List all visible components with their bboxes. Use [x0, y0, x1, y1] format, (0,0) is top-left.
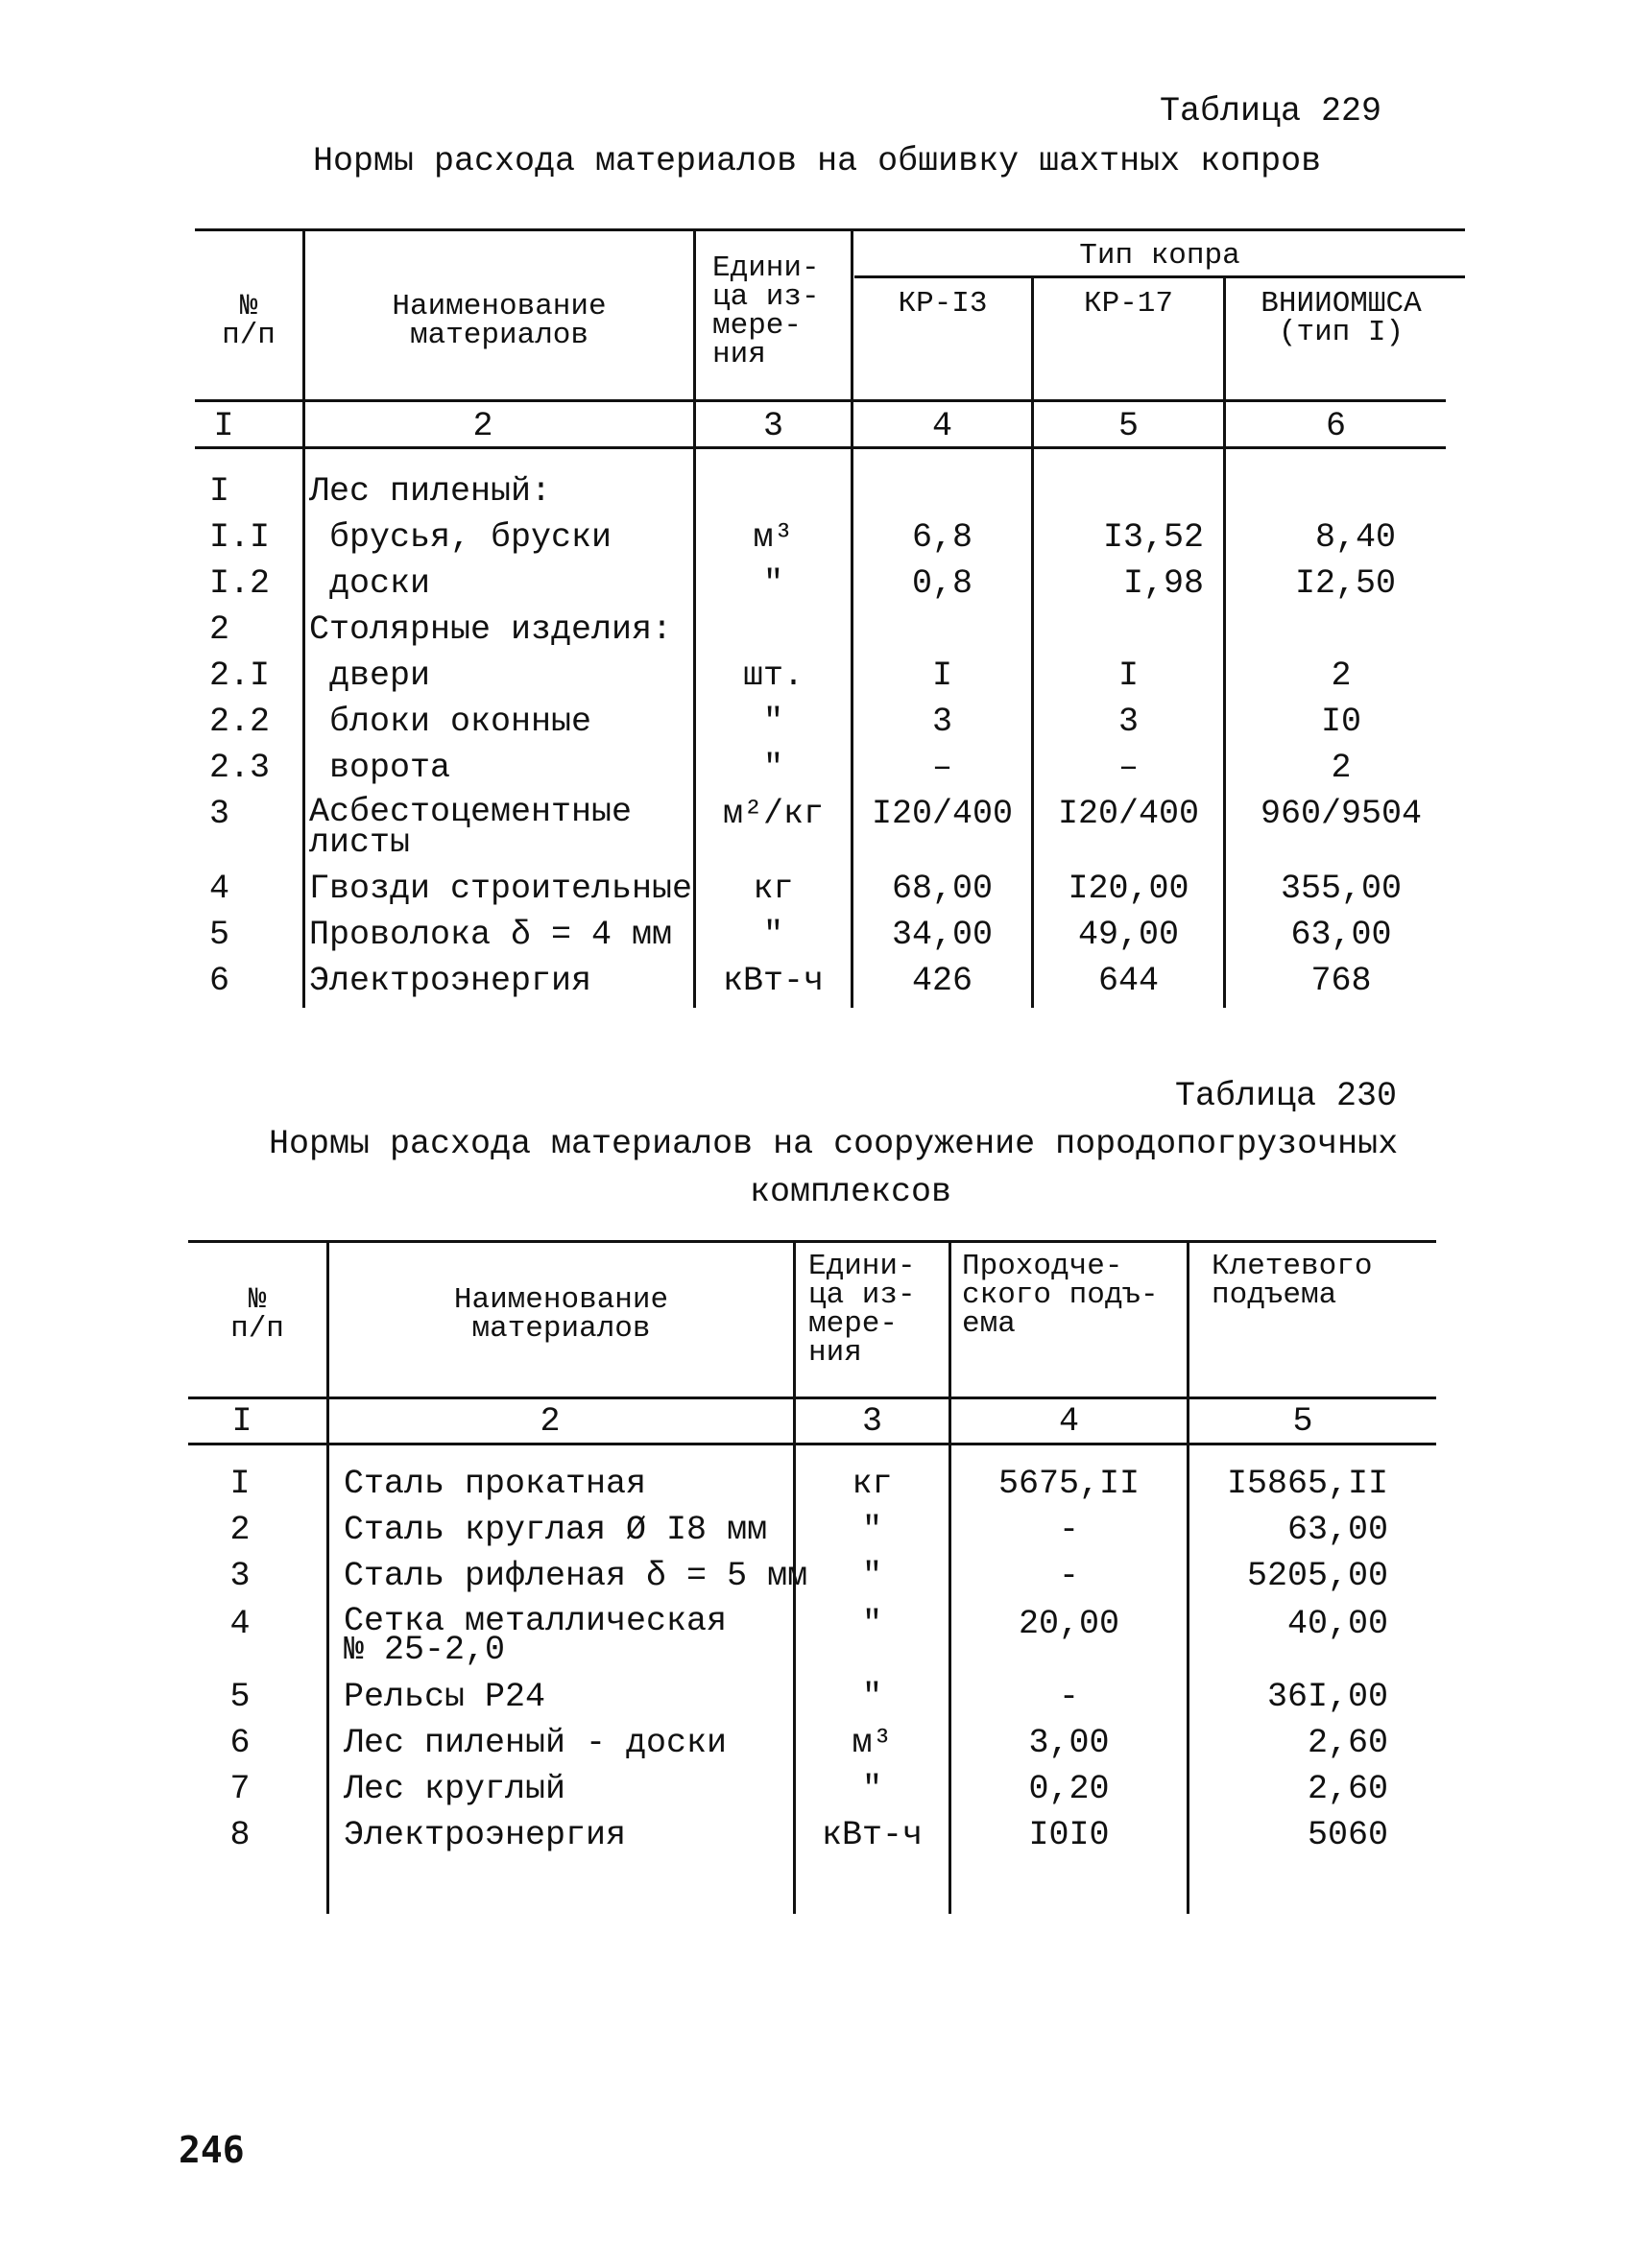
cell-num: 6 — [209, 962, 230, 1000]
cell-v2: 5205,00 — [1246, 1557, 1388, 1595]
cell-v2: 644 — [1097, 962, 1159, 1000]
cell-unit: " — [762, 749, 783, 787]
cell-v1: 0,20 — [1028, 1770, 1110, 1808]
cell-name: Сетка металлическая № 25-2,0 — [344, 1602, 728, 1669]
cell-v2: – — [1117, 749, 1139, 787]
cell-num: 8 — [229, 1816, 251, 1854]
colnum: 4 — [931, 407, 952, 445]
cell-unit: кВт-ч — [821, 1816, 924, 1854]
cell-v3: I0 — [1320, 703, 1361, 741]
cell-num: 6 — [229, 1724, 251, 1762]
cell-name: Лес пиленый: — [309, 472, 552, 511]
header-name: Наименование материалов — [392, 290, 607, 352]
header-type-group: Тип копра — [1079, 239, 1240, 273]
cell-num: 5 — [209, 916, 230, 954]
colnum: 5 — [1292, 1402, 1313, 1441]
cell-v3: I2,50 — [1294, 564, 1396, 603]
cell-num: I.2 — [209, 564, 271, 603]
cell-v2: 63,00 — [1286, 1511, 1388, 1549]
header-unit: Едини- ца из- мере- ния — [808, 1250, 916, 1370]
cell-name: Лес круглый — [344, 1770, 566, 1808]
cell-v2: 49,00 — [1077, 916, 1180, 954]
cell-v1: 68,00 — [891, 870, 994, 908]
cell-unit: кВт-ч — [722, 962, 825, 1000]
cell-unit: шт. — [742, 657, 804, 695]
cell-v3: 768 — [1310, 962, 1372, 1000]
header-prokhod: Проходче- ского подъ- ема — [962, 1250, 1159, 1341]
cell-unit: " — [861, 1511, 882, 1549]
cell-name: Столярные изделия: — [309, 610, 673, 649]
cell-name: Рельсы Р24 — [344, 1678, 546, 1716]
cell-num: 4 — [209, 870, 230, 908]
cell-unit: м³ — [753, 518, 794, 557]
cell-num: 4 — [229, 1605, 251, 1643]
header-num: № п/п — [222, 290, 276, 352]
cell-name: Электроэнергия — [309, 962, 592, 1000]
cell-name: Гвозди строительные — [309, 870, 693, 908]
cell-v1: – — [931, 749, 952, 787]
cell-num: 2.3 — [209, 749, 271, 787]
cell-unit: " — [861, 1770, 882, 1808]
cell-name: доски — [309, 564, 431, 603]
cell-v1: 6,8 — [911, 518, 973, 557]
cell-v1: I20/400 — [871, 795, 1014, 833]
cell-v1: I0I0 — [1028, 1816, 1110, 1854]
colnum: I — [231, 1402, 252, 1441]
cell-v3: 355,00 — [1280, 870, 1403, 908]
colnum: 2 — [472, 407, 493, 445]
header-vniiomshsa: ВНИИОМШСА (тип I) — [1261, 287, 1422, 349]
cell-num: 3 — [209, 795, 230, 833]
colnum: 6 — [1325, 407, 1346, 445]
header-kr13: КР-I3 — [898, 287, 988, 321]
cell-unit: кг — [753, 870, 794, 908]
table-230-title-line1: Нормы расхода материалов на сооружение породопогрузочных — [269, 1125, 1399, 1163]
cell-unit: " — [762, 916, 783, 954]
cell-name: брусья, бруски — [309, 518, 612, 557]
cell-num: 7 — [229, 1770, 251, 1808]
cell-v3: 2 — [1331, 657, 1352, 695]
header-name: Наименование материалов — [453, 1283, 669, 1346]
cell-unit: " — [861, 1557, 882, 1595]
cell-v1: 20,00 — [1018, 1605, 1120, 1643]
cell-v1: 3,00 — [1028, 1724, 1110, 1762]
cell-name: Сталь прокатная — [344, 1465, 647, 1503]
cell-name: ворота — [309, 749, 451, 787]
table-230-title-line2: комплексов — [750, 1173, 952, 1211]
cell-name: Асбестоцементные листы — [309, 793, 633, 862]
cell-v2: I20/400 — [1057, 795, 1200, 833]
cell-name: блоки оконные — [309, 703, 592, 741]
page-number: 246 — [179, 2129, 245, 2171]
cell-unit: м³ — [852, 1724, 893, 1762]
header-unit: Едини- ца из- мере- ния — [712, 251, 820, 371]
cell-v1: - — [1058, 1557, 1079, 1595]
cell-v3: 63,00 — [1290, 916, 1392, 954]
cell-v1: 3 — [931, 703, 952, 741]
cell-unit: " — [861, 1678, 882, 1716]
cell-name: Лес пиленый - доски — [344, 1724, 728, 1762]
cell-v1: - — [1058, 1511, 1079, 1549]
colnum: 2 — [540, 1402, 561, 1441]
cell-v2: 3 — [1117, 703, 1139, 741]
cell-v2: I,98 — [1122, 564, 1204, 603]
cell-v1: 0,8 — [911, 564, 973, 603]
cell-unit: м²/кг — [722, 795, 825, 833]
colnum: 4 — [1058, 1402, 1079, 1441]
cell-num: 3 — [229, 1557, 251, 1595]
colnum: 3 — [861, 1402, 882, 1441]
cell-v2: 40,00 — [1286, 1605, 1388, 1643]
cell-v2: I — [1117, 657, 1139, 695]
cell-num: 2.I — [209, 657, 271, 695]
cell-num: 2.2 — [209, 703, 271, 741]
cell-v3: 960/9504 — [1260, 795, 1423, 833]
header-kletevogo: Клетевого подъема — [1212, 1250, 1373, 1312]
cell-v1: 34,00 — [891, 916, 994, 954]
cell-v1: 5675,II — [997, 1465, 1141, 1503]
table-229-label: Таблица 229 — [1160, 92, 1382, 131]
table-230-label: Таблица 230 — [1175, 1077, 1398, 1115]
cell-v3: 8,40 — [1314, 518, 1396, 557]
cell-v1: 426 — [911, 962, 973, 1000]
cell-num: I — [209, 472, 230, 511]
cell-v1: I — [931, 657, 952, 695]
colnum: 3 — [762, 407, 783, 445]
cell-num: 2 — [209, 610, 230, 649]
header-num: № п/п — [230, 1283, 284, 1346]
cell-unit: " — [762, 703, 783, 741]
cell-v2: I3,52 — [1102, 518, 1204, 557]
cell-unit: " — [762, 564, 783, 603]
cell-name: Сталь круглая Ø I8 мм — [344, 1511, 768, 1549]
cell-unit: кг — [852, 1465, 893, 1503]
colnum: 5 — [1117, 407, 1139, 445]
cell-v2: 36I,00 — [1266, 1678, 1388, 1716]
cell-name: Проволока δ = 4 мм — [309, 916, 673, 954]
cell-name: Сталь рифленая δ = 5 мм — [344, 1557, 808, 1595]
cell-name: Электроэнергия — [344, 1816, 627, 1854]
cell-v1: - — [1058, 1678, 1079, 1716]
cell-v2: 2,60 — [1307, 1724, 1388, 1762]
cell-num: 5 — [229, 1678, 251, 1716]
table-229-title: Нормы расхода материалов на обшивку шахтных копров — [313, 142, 1322, 180]
cell-num: I — [229, 1465, 251, 1503]
cell-v2: 5060 — [1307, 1816, 1388, 1854]
cell-name: двери — [309, 657, 431, 695]
cell-num: I.I — [209, 518, 271, 557]
cell-unit: " — [861, 1605, 882, 1643]
cell-v2: 2,60 — [1307, 1770, 1388, 1808]
header-kr17: КР-17 — [1083, 287, 1173, 321]
cell-v2: I20,00 — [1068, 870, 1189, 908]
cell-v3: 2 — [1331, 749, 1352, 787]
cell-num: 2 — [229, 1511, 251, 1549]
cell-v2: I5865,II — [1226, 1465, 1388, 1503]
colnum: I — [213, 407, 234, 445]
